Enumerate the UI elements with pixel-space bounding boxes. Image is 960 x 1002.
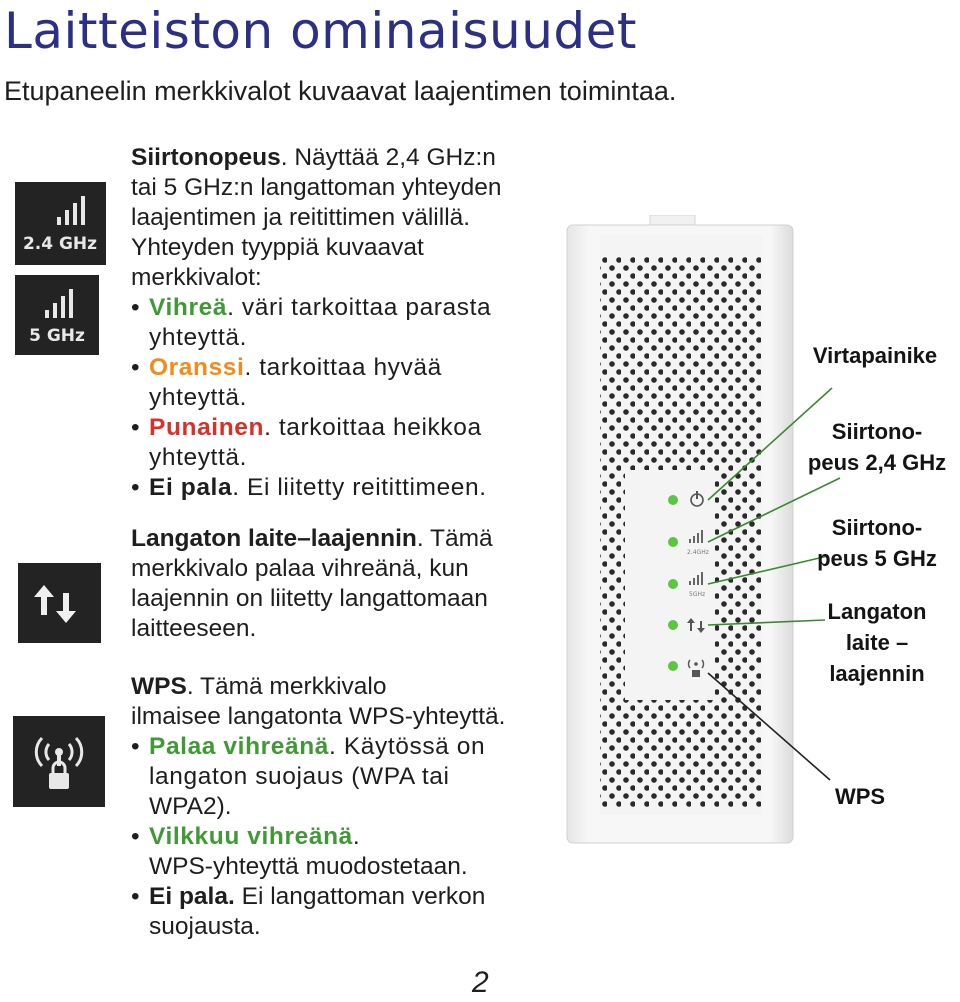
list-item-wps-on-cont: langaton suojaus (WPA tai [149,763,450,790]
callout-rate24: Siirtono- peus 2,4 GHz [807,419,947,475]
client-line: merkkivalo palaa vihreänä, kun [131,555,469,582]
callout-rate5: Siirtono- peus 5 GHz [817,515,937,571]
callout-client: Langaton laite – laajennin [827,599,927,686]
link-rate-line: tai 5 GHz:n langattoman yhteyden [131,174,502,201]
list-item-wps-off-cont: suojausta. [149,913,261,940]
callout-power: Virtapainike [812,343,938,368]
device-24-label: 2.4GHz [687,549,709,556]
intro-text: Etupaneelin merkkivalot kuvaavat laajentimen toimintaa. [4,76,677,106]
link-rate-line: laajentimen ja reitittimen välillä. [131,204,471,231]
link-rate-line: merkkivalot: [131,264,262,291]
page-number: 2 [472,966,489,999]
icon-24-label: 2.4 GHz [22,234,98,254]
link-rate-heading: Siirtonopeus. Näyttää 2,4 GHz:n [131,144,496,171]
list-item-orange: • Oranssi. tarkoittaa hyvää [131,354,442,381]
list-item-wps-on: • Palaa vihreänä. Käytössä on [131,733,486,760]
list-item-red-cont: yhteyttä. [149,444,248,471]
list-item-green: • Vihreä. väri tarkoittaa parasta [131,294,492,321]
client-line: laitteeseen. [131,615,257,642]
client-line: laajennin on liitetty langattomaan [131,585,488,612]
list-item-wps-off: • Ei pala. Ei langattoman verkon [131,883,486,910]
callout-wps: WPS [834,784,886,809]
wps-line: ilmaisee langatonta WPS-yhteyttä. [131,703,506,730]
client-heading: Langaton laite–laajennin. Tämä [131,525,493,552]
list-item-off: • Ei pala. Ei liitetty reitittimeen. [131,474,487,501]
list-item-wps-on-cont: WPA2). [149,793,232,820]
leader-wps [708,673,830,780]
link-rate-line: Yhteyden tyyppiä kuvaavat [131,234,424,261]
list-item-green-cont: yhteyttä. [149,324,248,351]
page-title: Laitteiston ominaisuudet [4,2,638,60]
device-5-label: 5GHz [689,591,706,598]
list-item-orange-cont: yhteyttä. [149,384,248,411]
icon-5-label: 5 GHz [29,326,85,346]
list-item-wps-blink: • Vilkkuu vihreänä. [131,823,361,850]
list-item-red: • Punainen. tarkoittaa heikkoa [131,414,482,441]
list-item-wps-blink-cont: WPS-yhteyttä muodostetaan. [149,853,468,880]
wps-heading: WPS. Tämä merkkivalo [131,673,387,700]
